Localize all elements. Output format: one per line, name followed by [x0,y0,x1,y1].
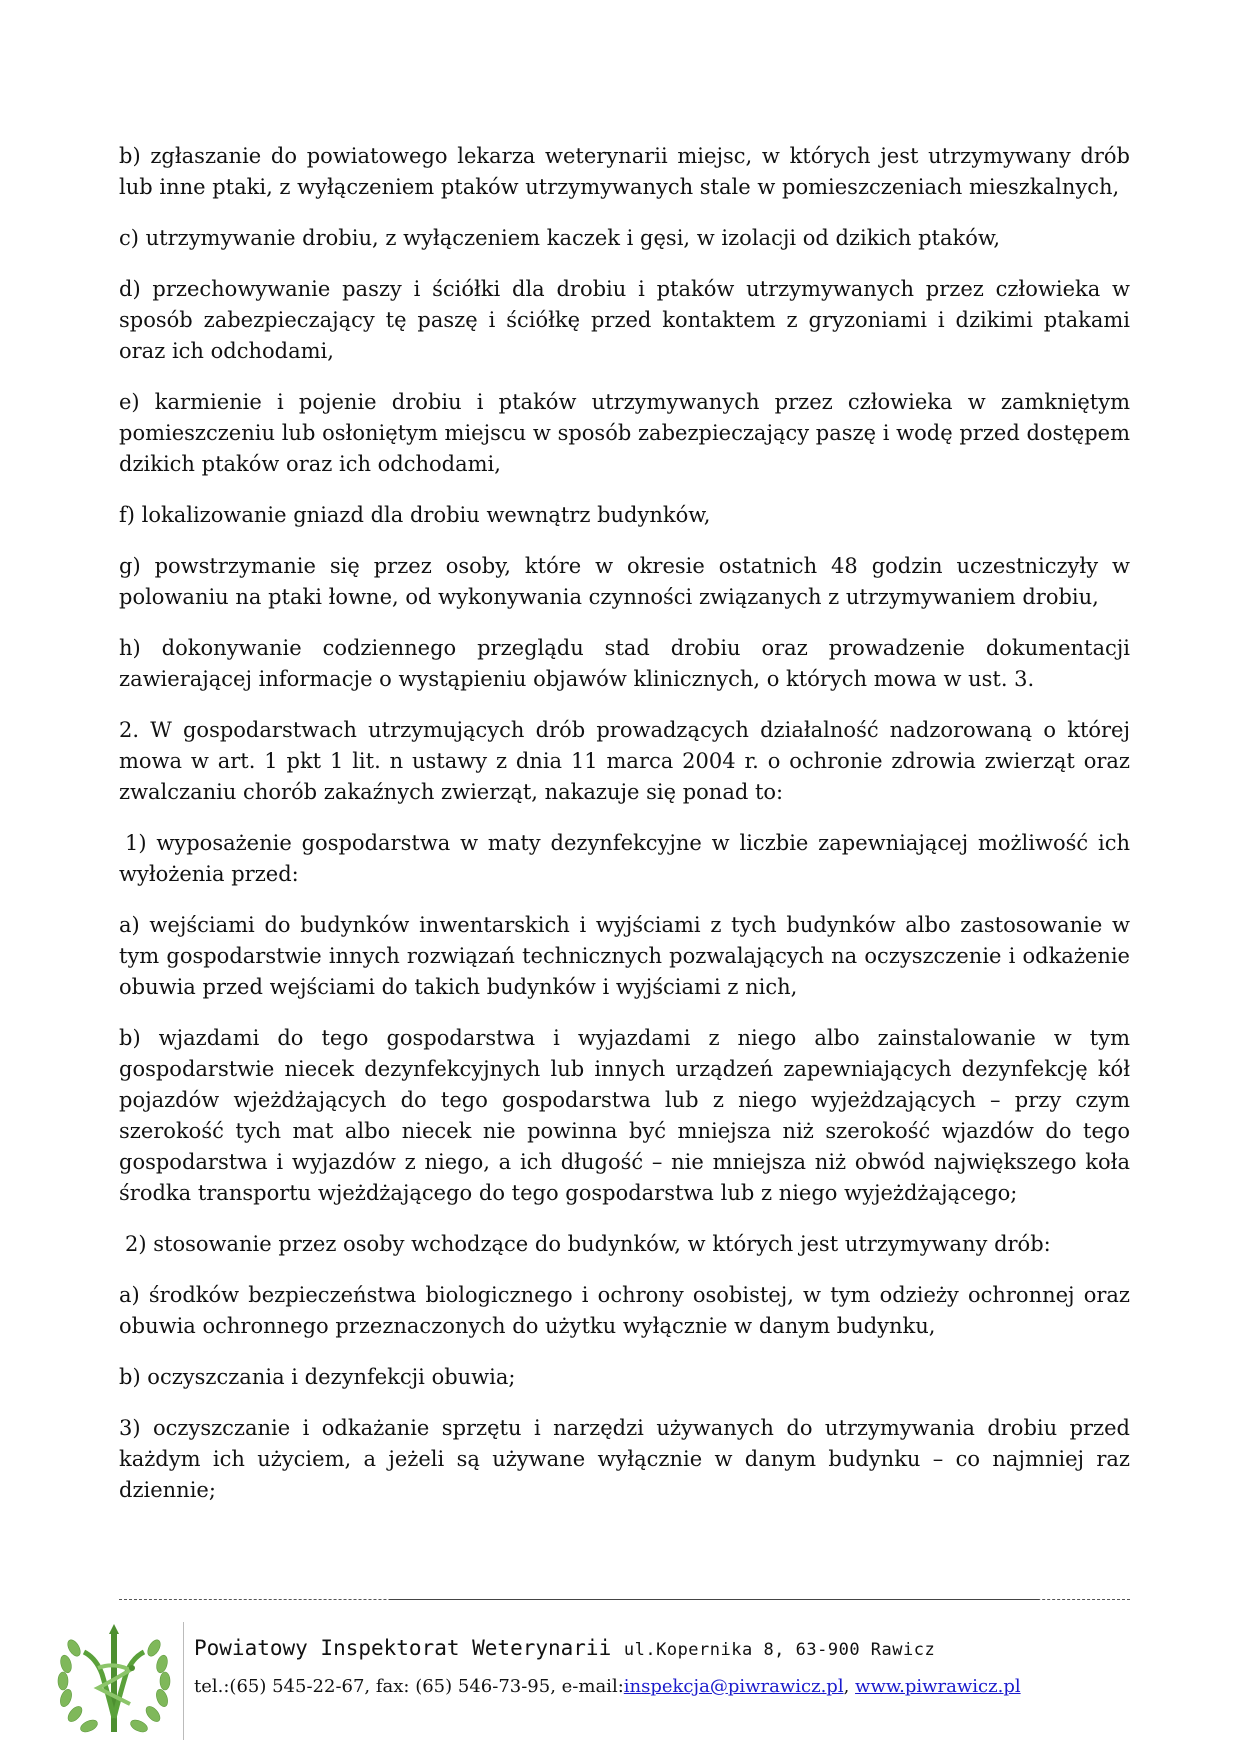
paragraph: f) lokalizowanie gniazd dla drobiu wewnątrz budynków, [119,503,711,527]
phone-fax-text: tel.:(65) 545-22-67, fax: (65) 546-73-95, e-mail: [194,1676,624,1697]
paragraph: a) wejściami do budynków inwentarskich i wyjściami z tych budynków albo zastosowanie w tym gospodarstwie innych rozwiązań technicznych pozwalających na oczyszczenie i odkażenie obuwia przed wejściami do takich budynków i wyjściami z nich, [119,913,1130,999]
paragraph: 1) wyposażenie gospodarstwa w maty dezynfekcyjne w liczbie zapewniającej możliwość ich wyłożenia przed: [119,831,1130,886]
paragraph: c) utrzymywanie drobiu, z wyłączeniem kaczek i gęsi, w izolacji od dzikich ptaków, [119,226,1001,250]
footer-divider [119,1599,1130,1600]
organization-name: Powiatowy Inspektorat Weterynarii [194,1636,612,1660]
paragraph: d) przechowywanie paszy i ściółki dla drobiu i ptaków utrzymywanych przez człowieka w sposób zabezpieczający tę paszę i ściółkę przed kontaktem z gryzoniami i dzikimi ptakami oraz ich odchodami, [119,277,1130,363]
email-link[interactable]: inspekcja@piwrawicz.pl [623,1676,844,1697]
paragraph: 2) stosowanie przez osoby wchodzące do budynków, w których jest utrzymywany drób: [125,1232,1051,1256]
paragraph: b) wjazdami do tego gospodarstwa i wyjazdami z niego albo zainstalowanie w tym gospodarstwie niecek dezynfekcyjnych lub innych urządzeń zapewniających dezynfekcję kół pojazdów wjeżdżających do tego gospodarstwa lub z niego wyjeżdzających – przy czym szerokość tych mat albo niecek nie powinna być mniejsza niż szerokość wjazdów do tego gospodarstwa i wyjazdów z niego, a ich długość – nie mniejsza niż obwód największego koła środka transportu wjeżdżającego do tego gospodarstwa lub z niego wyjeżdżającego; [119,1026,1130,1205]
contact-separator: , [843,1676,856,1697]
paragraph: e) karmienie i pojenie drobiu i ptaków utrzymywanych przez człowieka w zamkniętym pomieszczeniu lub osłoniętym miejscu w sposób zabezpieczający paszę i wodę przed dostępem dzikich ptaków oraz ich odchodami, [119,390,1130,476]
paragraph: h) dokonywanie codziennego przeglądu stad drobiu oraz prowadzenie dokumentacji zawierającej informacje o wystąpieniu objawów klinicznych, o których mowa w ust. 3. [119,636,1130,691]
paragraph: 3) oczyszczanie i odkażanie sprzętu i narzędzi używanych do utrzymywania drobiu przed każdym ich użyciem, a jeżeli są używane wyłącznie w danym budynku – co najmniej raz dziennie; [119,1416,1130,1502]
footer-vertical-divider [183,1622,184,1740]
veterinary-logo-icon [52,1618,176,1742]
footer-contact [194,1676,1021,1697]
organization-address: ul.Kopernika 8, 63-900 Rawicz [623,1640,936,1660]
paragraph: b) zgłaszanie do powiatowego lekarza weterynarii miejsc, w których jest utrzymywany drób lub inne ptaki, z wyłączeniem ptaków utrzymywanych stale w pomieszczeniach mieszkalnych, [119,144,1130,199]
paragraph: b) oczyszczania i dezynfekcji obuwia; [119,1365,516,1389]
paragraph: 2. W gospodarstwach utrzymujących drób prowadzących działalność nadzorowaną o której mowa w art. 1 pkt 1 lit. n ustawy z dnia 11 marca 2004 r. o ochronie zdrowia zwierząt oraz zwalczaniu chorób zakaźnych zwierząt, nakazuje się ponad to: [119,718,1130,804]
footer-heading [194,1636,935,1660]
paragraph: g) powstrzymanie się przez osoby, które w okresie ostatnich 48 godzin uczestniczyły w polowaniu na ptaki łowne, od wykonywania czynności związanych z utrzymywaniem drobiu, [119,554,1130,609]
website-link[interactable]: www.piwrawicz.pl [855,1676,1021,1697]
paragraph: a) środków bezpieczeństwa biologicznego i ochrony osobistej, w tym odzieży ochronnej oraz obuwia ochronnego przeznaczonych do użytku wyłącznie w danym budynku, [119,1283,1130,1338]
document-body [119,141,1130,1526]
